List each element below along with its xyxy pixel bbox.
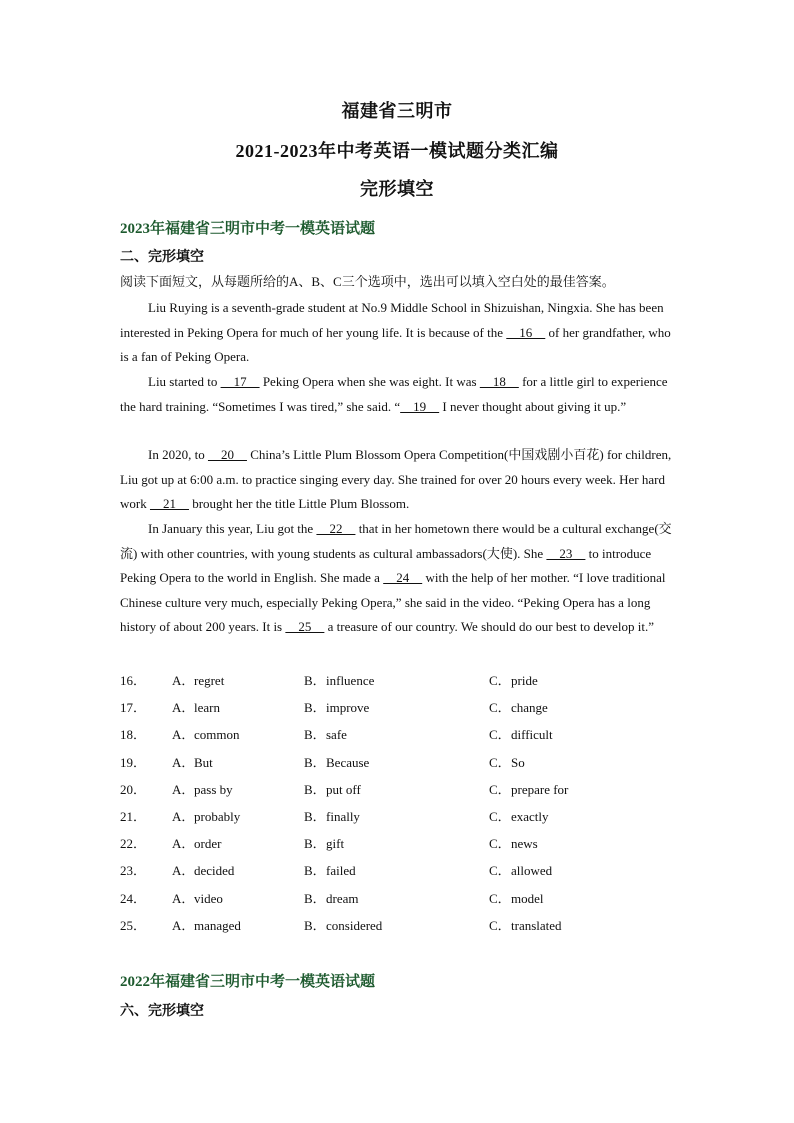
option-c bbox=[489, 888, 544, 907]
option-label: A． bbox=[172, 890, 195, 906]
option-b bbox=[304, 806, 360, 825]
option-label: C． bbox=[489, 809, 511, 824]
option-label: B． bbox=[304, 727, 326, 743]
part-heading-2023: 二、完形填空 bbox=[120, 250, 204, 265]
question-row bbox=[120, 670, 674, 690]
option-label: C． bbox=[489, 836, 511, 852]
option-text: influence bbox=[326, 673, 375, 688]
option-b bbox=[304, 697, 369, 716]
option-text: Because bbox=[326, 754, 370, 770]
option-label: A． bbox=[172, 700, 195, 716]
option-label: A． bbox=[172, 809, 195, 824]
option-a bbox=[172, 724, 240, 743]
option-a bbox=[172, 806, 240, 825]
option-text: translated bbox=[511, 917, 562, 933]
option-text: news bbox=[511, 836, 538, 852]
question-number: 16． bbox=[120, 673, 147, 688]
option-text: So bbox=[511, 754, 525, 770]
blank-23: 23 bbox=[546, 545, 586, 561]
option-label: C． bbox=[489, 727, 511, 743]
option-b bbox=[304, 915, 382, 934]
option-c bbox=[489, 779, 568, 798]
option-label: C． bbox=[489, 754, 511, 770]
option-label: C． bbox=[489, 700, 511, 716]
option-a bbox=[172, 888, 223, 907]
doc-title-region: 福建省三明市 bbox=[341, 101, 453, 121]
blank-24: 24 bbox=[383, 570, 423, 585]
question-row bbox=[120, 779, 674, 799]
option-a bbox=[172, 697, 220, 716]
question-row bbox=[120, 860, 674, 880]
option-b bbox=[304, 752, 369, 771]
option-text: improve bbox=[326, 700, 370, 716]
option-text: failed bbox=[326, 863, 356, 879]
option-label: B． bbox=[304, 863, 326, 879]
option-c bbox=[489, 833, 538, 852]
option-text: change bbox=[511, 700, 548, 716]
part-heading-2022: 六、完形填空 bbox=[120, 1004, 204, 1019]
passage-paragraph-3: In 2020, to 20 China’s Little Plum Blossom Opera Competition(中国戏剧小百花) for children, Liu got up at 6:00 a.m. to practice singing every day. She trained for over 20 hours every week. Her hard work 21 brought her the title Little Plum Blossom. bbox=[120, 447, 672, 511]
option-a bbox=[172, 779, 233, 798]
option-b bbox=[304, 860, 356, 879]
blank-25: 25 bbox=[285, 619, 325, 634]
option-c bbox=[489, 724, 553, 743]
option-c bbox=[489, 806, 549, 825]
option-text: allowed bbox=[511, 863, 553, 879]
option-text: exactly bbox=[511, 809, 549, 824]
option-a bbox=[172, 915, 241, 934]
option-label: B． bbox=[304, 890, 326, 906]
blank-18: 18 bbox=[479, 374, 519, 389]
question-number: 19． bbox=[120, 754, 147, 770]
blank-20: 20 bbox=[207, 447, 247, 462]
option-label: B． bbox=[304, 809, 326, 824]
option-text: safe bbox=[326, 727, 347, 743]
option-label: A． bbox=[172, 836, 195, 852]
option-c bbox=[489, 915, 562, 934]
question-row bbox=[120, 806, 674, 826]
option-c bbox=[489, 670, 538, 689]
option-text: decided bbox=[194, 863, 235, 879]
question-number: 24． bbox=[120, 890, 147, 906]
option-text: difficult bbox=[511, 727, 553, 743]
question-row bbox=[120, 752, 674, 772]
question-row bbox=[120, 724, 674, 744]
option-label: A． bbox=[172, 917, 195, 933]
section-heading-2023: 2023年福建省三明市中考一模英语试题 bbox=[120, 221, 376, 237]
question-number: 17． bbox=[120, 700, 147, 716]
option-label: B． bbox=[304, 754, 326, 770]
option-text: finally bbox=[326, 809, 360, 824]
option-text: pass by bbox=[194, 781, 233, 797]
option-label: C． bbox=[489, 890, 511, 906]
option-text: regret bbox=[194, 673, 225, 688]
option-label: B． bbox=[304, 673, 326, 688]
blank-16: 16 bbox=[506, 324, 546, 340]
option-text: model bbox=[511, 890, 544, 906]
option-label: A． bbox=[172, 754, 195, 770]
question-row bbox=[120, 833, 674, 853]
option-text: learn bbox=[194, 700, 220, 716]
option-label: C． bbox=[489, 863, 511, 879]
option-a bbox=[172, 670, 224, 689]
option-text: considered bbox=[326, 917, 383, 933]
option-text: pride bbox=[511, 673, 538, 688]
option-label: A． bbox=[172, 863, 195, 879]
option-label: B． bbox=[304, 700, 326, 716]
option-a bbox=[172, 860, 234, 879]
option-b bbox=[304, 779, 361, 798]
option-b bbox=[304, 888, 358, 907]
option-label: A． bbox=[172, 727, 195, 743]
option-text: prepare for bbox=[511, 781, 569, 797]
option-text: gift bbox=[326, 836, 345, 852]
blank-19: 19 bbox=[400, 398, 440, 414]
option-text: video bbox=[194, 890, 223, 906]
option-c bbox=[489, 752, 525, 771]
blank-21: 21 bbox=[149, 496, 189, 511]
passage-paragraph-4: In January this year, Liu got the 22 that in her hometown there would be a cultural exchange(交流) with other countries, with young students as cultural ambassadors(大使). She 23 to introduce Peking Opera to the world in English. She made a 24 with the help of her mother. “I love traditional Chinese culture very much, especially Peking Opera,” she said in the video. “Peking Opera has a long history of about 200 years. It is 25 a treasure of our country. We should do our best to develop it.” bbox=[120, 521, 672, 634]
option-b bbox=[304, 724, 347, 743]
option-text: put off bbox=[326, 781, 361, 797]
option-b bbox=[304, 670, 374, 689]
question-number: 18． bbox=[120, 727, 147, 743]
option-text: dream bbox=[326, 890, 359, 906]
passage-paragraph-2: Liu started to 17 Peking Opera when she was eight. It was 18 for a little girl to experience the hard training. “Sometimes I was tired,” she said. “ 19 I never thought about giving it up.” bbox=[120, 374, 668, 414]
doc-title-main: 2021-2023年中考英语一模试题分类汇编 bbox=[235, 141, 559, 161]
question-number: 25． bbox=[120, 917, 147, 933]
instruction-text: 阅读下面短文，从每题所给的A、B、C三个选项中，选出可以填入空白处的最佳答案。 bbox=[120, 274, 615, 289]
question-number: 21． bbox=[120, 809, 147, 824]
option-label: A． bbox=[172, 781, 195, 797]
option-text: managed bbox=[194, 917, 241, 933]
option-a bbox=[172, 833, 221, 852]
option-label: A． bbox=[172, 673, 195, 688]
blank-17: 17 bbox=[220, 374, 260, 389]
option-c bbox=[489, 697, 548, 716]
passage-paragraph-1: Liu Ruying is a seventh-grade student at No.9 Middle School in Shizuishan, Ningxia. She has been interested in Peking Opera for much of her young life. It is because of the 16 of her grandfather, who is a fan of Peking Opera. bbox=[120, 300, 671, 364]
question-row bbox=[120, 915, 674, 935]
option-text: common bbox=[194, 727, 240, 743]
option-label: B． bbox=[304, 781, 326, 797]
doc-title-topic: 完形填空 bbox=[360, 179, 434, 199]
blank-22: 22 bbox=[316, 521, 356, 536]
option-label: C． bbox=[489, 673, 511, 688]
option-text: But bbox=[194, 754, 213, 770]
option-c bbox=[489, 860, 552, 879]
option-b bbox=[304, 833, 344, 852]
question-number: 23． bbox=[120, 863, 147, 879]
option-label: C． bbox=[489, 781, 511, 797]
section-heading-2022: 2022年福建省三明市中考一模英语试题 bbox=[120, 974, 376, 990]
option-label: C． bbox=[489, 917, 511, 933]
option-label: B． bbox=[304, 836, 326, 852]
question-number: 22． bbox=[120, 836, 147, 852]
option-text: probably bbox=[194, 809, 241, 824]
option-a bbox=[172, 752, 213, 771]
question-number: 20． bbox=[120, 781, 147, 797]
question-row bbox=[120, 888, 674, 908]
option-text: order bbox=[194, 836, 222, 852]
question-row bbox=[120, 697, 674, 717]
option-label: B． bbox=[304, 917, 326, 933]
